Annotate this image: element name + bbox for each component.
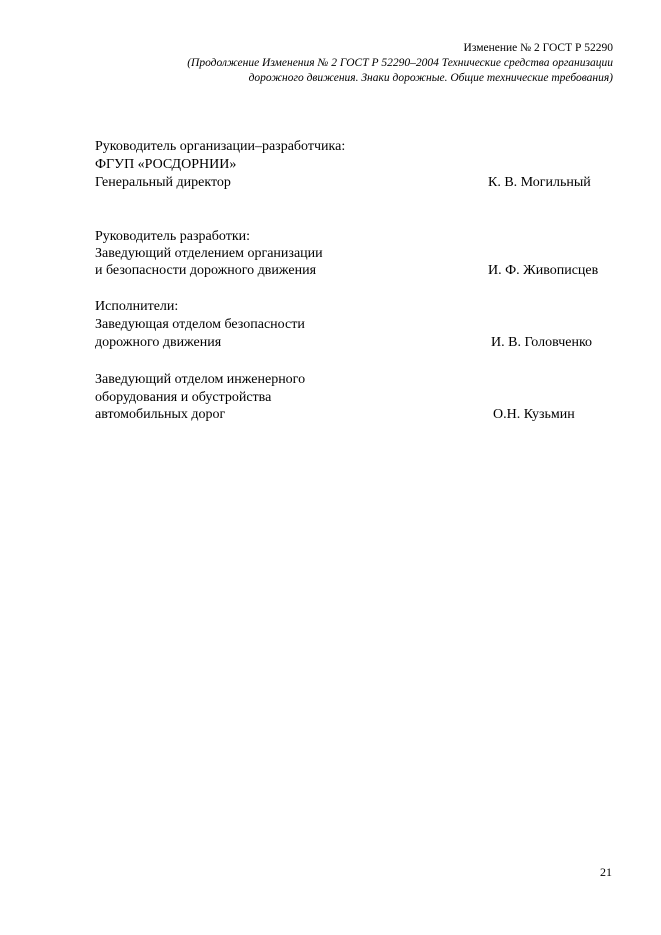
executor-1-position-line2: дорожного движения bbox=[95, 335, 222, 350]
page-number: 21 bbox=[600, 865, 612, 879]
document-header-continuation-line1: (Продолжение Изменения № 2 ГОСТ Р 52290–2004 Технические средства организации bbox=[187, 57, 613, 69]
document-header-continuation-line2: дорожного движения. Знаки дорожные. Общие технические требования) bbox=[248, 72, 613, 84]
dev-head-heading: Руководитель разработки: bbox=[95, 229, 251, 244]
org-head-heading: Руководитель организации–разработчика: bbox=[95, 139, 346, 154]
executor-2-position-line2: оборудования и обустройства bbox=[95, 390, 272, 405]
org-head-organization: ФГУП «РОСДОРНИИ» bbox=[95, 157, 237, 172]
executor-1-position-line1: Заведующая отделом безопасности bbox=[95, 317, 305, 332]
org-head-name: К. В. Могильный bbox=[488, 175, 591, 190]
dev-head-position-line1: Заведующий отделением организации bbox=[95, 246, 323, 261]
dev-head-position-line2: и безопасности дорожного движения bbox=[95, 263, 317, 278]
org-head-position: Генеральный директор bbox=[95, 175, 231, 190]
executors-heading: Исполнители: bbox=[95, 299, 179, 314]
executor-2-name: О.Н. Кузьмин bbox=[493, 407, 575, 422]
document-header-title: Изменение № 2 ГОСТ Р 52290 bbox=[463, 42, 613, 54]
dev-head-name: И. Ф. Живописцев bbox=[488, 263, 599, 278]
executor-2-position-line3: автомобильных дорог bbox=[95, 407, 226, 422]
executor-2-position-line1: Заведующий отделом инженерного bbox=[95, 372, 306, 387]
executor-1-name: И. В. Головченко bbox=[491, 335, 593, 350]
